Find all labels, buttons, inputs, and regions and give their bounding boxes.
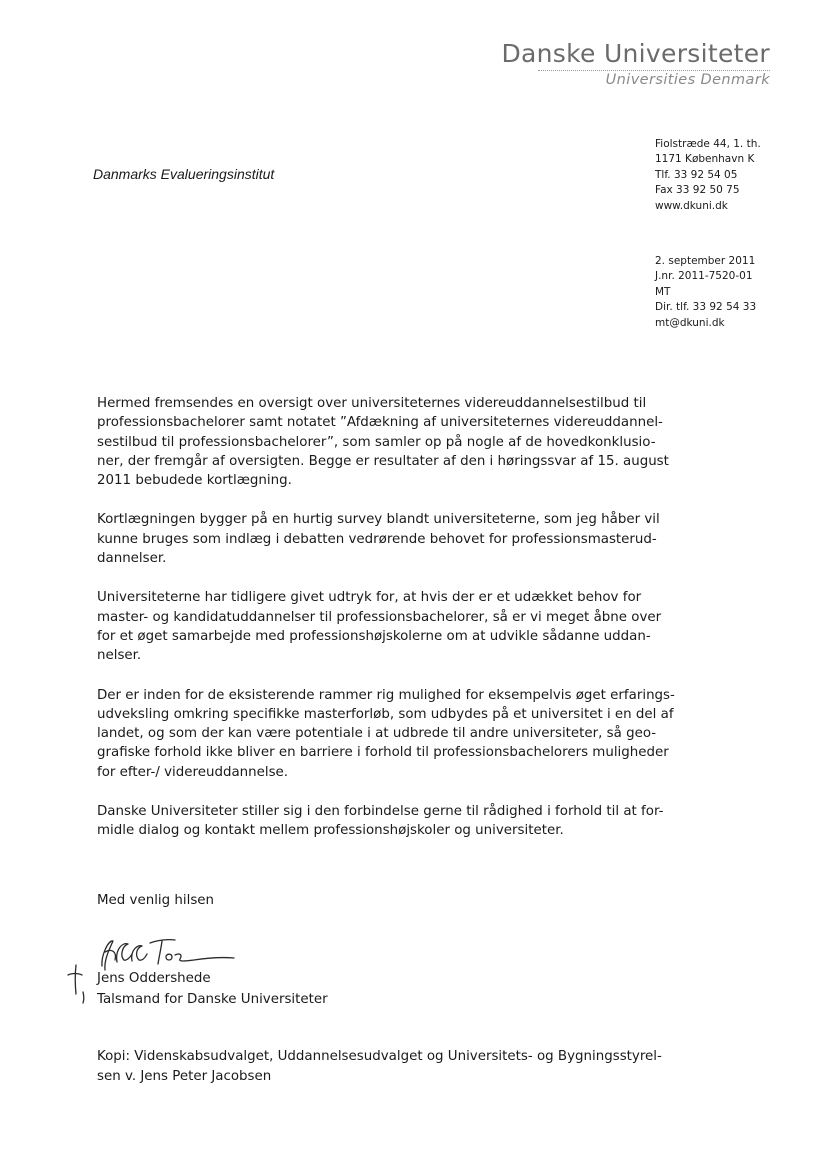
address-phone: Tlf. 33 92 54 05 bbox=[655, 168, 738, 181]
direct-phone: Dir. tlf. 33 92 54 33 bbox=[655, 301, 757, 314]
body-paragraph: Hermed fremsendes en oversigt over universiteternes videreuddannelsestilbud til professionsbachelorer samt notatet ”Afdækning af universiteternes videreuddannel- sestilbud til professionsbachelorer”, som samler op på nogle af de hovedkonklusio- ner, der fremgår af oversigten. Begge er resultater af den i høringssvar af 15. august 2011 bebudede kortlægning. bbox=[97, 396, 669, 489]
letter-body bbox=[97, 394, 675, 861]
copy-recipients bbox=[97, 1047, 662, 1087]
sender-address bbox=[655, 137, 761, 214]
body-paragraph: Der er inden for de eksisterende rammer rig mulighed for eksempelvis øget erfarings- udveksling omkring specifikke masterforløb, som udbydes på et universitet i en del af landet, og som der kan være potentiale i at udbrede til andre universiteter, så geo- grafiske forhold ikke bliver en barriere i forhold til professionsbachelorers muligheder for efter-/ videreuddannelse. bbox=[97, 687, 675, 780]
letterhead-logo bbox=[501, 40, 770, 89]
address-street: Fiolstræde 44, 1. th. bbox=[655, 138, 761, 150]
letter-date: 2. september 2011 bbox=[655, 255, 756, 267]
author-initials: MT bbox=[655, 285, 671, 298]
copy-line: sen v. Jens Peter Jacobsen bbox=[97, 1069, 272, 1084]
body-paragraph: Danske Universiteter stiller sig i den forbindelse gerne til rådighed i forhold til at for- midle dialog og kontakt mellem professionshøjskoler og universiteter. bbox=[97, 804, 664, 839]
address-city: 1171 København K bbox=[655, 153, 755, 166]
copy-line: Kopi: Videnskabsudvalget, Uddannelsesudvalget og Universitets- og Bygningsstyrel- bbox=[97, 1049, 662, 1064]
reference-block bbox=[655, 254, 756, 331]
body-paragraph: Kortlægningen bygger på en hurtig survey blandt universiteterne, som jeg håber vil kunne bruges som indlæg i debatten vedrørende behovet for professionsmasterud- dannelser. bbox=[97, 512, 660, 567]
signer-name: Jens Oddershede bbox=[97, 971, 211, 986]
org-subtitle: Universities Denmark bbox=[605, 72, 770, 88]
journal-number: J.nr. 2011-7520-01 bbox=[655, 270, 753, 283]
signer-block bbox=[97, 968, 328, 1010]
address-fax: Fax 33 92 50 75 bbox=[655, 184, 740, 197]
org-name: Danske Universiteter bbox=[501, 39, 770, 68]
author-email: mt@dkuni.dk bbox=[655, 316, 725, 329]
logo-divider bbox=[538, 70, 770, 71]
recipient-name: Danmarks Evalueringsinstitut bbox=[93, 166, 275, 182]
signer-title: Talsmand for Danske Universiteter bbox=[97, 992, 328, 1007]
closing-salutation: Med venlig hilsen bbox=[97, 893, 215, 908]
address-web: www.dkuni.dk bbox=[655, 199, 728, 212]
body-paragraph: Universiteterne har tidligere givet udtryk for, at hvis der er et udækket behov for master- og kandidatuddannelser til professionsbachelorer, så er vi meget åbne over for et øget samarbejde med professionshøjskolerne om at udvikle sådanne uddan- nelser. bbox=[97, 590, 662, 664]
